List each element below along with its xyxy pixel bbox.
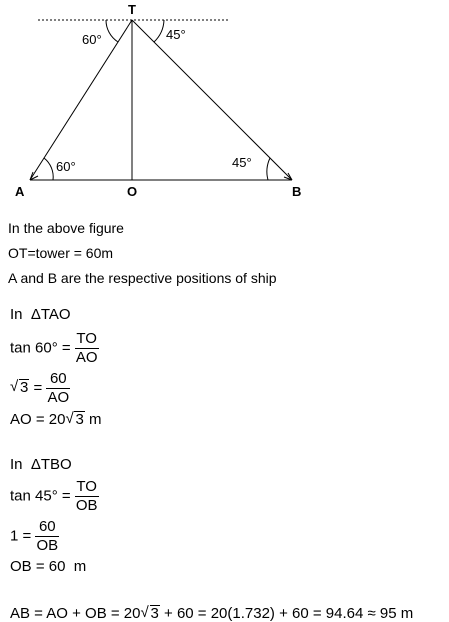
heading-prefix: In [10,306,23,323]
line-TB [132,20,292,180]
tower-ship-figure [0,0,449,205]
narrative-line-2: OT=tower = 60m [8,245,114,261]
denominator: OB [75,497,98,514]
fraction [35,518,59,555]
heading-triangle-tao [10,306,71,323]
heading-prefix: In [10,456,23,473]
tan-label: tan 45° [10,487,58,505]
angle-arc-top-right [154,20,164,42]
tan-label: tan 60° [10,339,58,357]
angle-label-top-right: 45° [166,27,186,42]
radicand: 3 [150,605,159,622]
label-O: O [127,184,138,199]
narrative-line-1: In the above figure [8,220,124,236]
radicand: 3 [75,411,84,428]
heading-triangle: ΔTAO [30,306,71,323]
denominator: AO [47,389,70,406]
result-ob: OB = 60 m [10,558,87,575]
result-ao [10,411,101,428]
one-lhs: 1 = [10,527,32,545]
denominator: OB [36,537,59,554]
equals-sign: = [61,339,71,357]
equation-tan60 [10,330,99,367]
equation-sqrt3 [10,370,70,407]
fraction [46,370,70,407]
numerator: TO [76,478,97,495]
angle-label-top-left: 60° [82,32,102,47]
final-part-2: + 60 = 20(1.732) + 60 = 94.64 ≈ 95 m [159,605,414,622]
fraction [75,478,99,515]
label-T: T [128,2,136,17]
radicand: 3 [20,379,29,397]
angle-arc-bottom-left [44,158,53,180]
fraction [75,330,99,367]
numerator: TO [76,330,97,347]
denominator: AO [75,349,98,366]
result-lhs: AO = 20 [10,411,66,428]
angle-label-bottom-left: 60° [56,159,76,174]
unit: m [88,411,102,428]
narrative-line-3: A and B are the respective positions of ship [8,270,277,286]
heading-triangle-tbo [10,456,72,473]
final-part-1: AB = AO + OB = 20 [10,605,141,622]
sqrt-expression: √ 3 [10,378,29,397]
angle-arc-top-left [106,20,118,42]
label-B: B [292,184,302,199]
equals-sign: = [61,487,71,505]
sqrt-expression: √ 3 [65,410,84,428]
sqrt-expression: √ 3 [140,604,159,622]
heading-triangle: ΔTBO [30,456,72,473]
equation-tan45 [10,478,99,515]
line-TA [30,20,132,180]
angle-label-bottom-right: 45° [232,155,252,170]
angle-arc-bottom-right [267,158,270,180]
final-result-ab [10,605,413,622]
numerator: 60 [38,518,56,535]
equation-one [10,518,59,555]
label-A: A [15,184,25,199]
numerator: 60 [49,370,67,387]
equals-sign: = [33,379,43,397]
